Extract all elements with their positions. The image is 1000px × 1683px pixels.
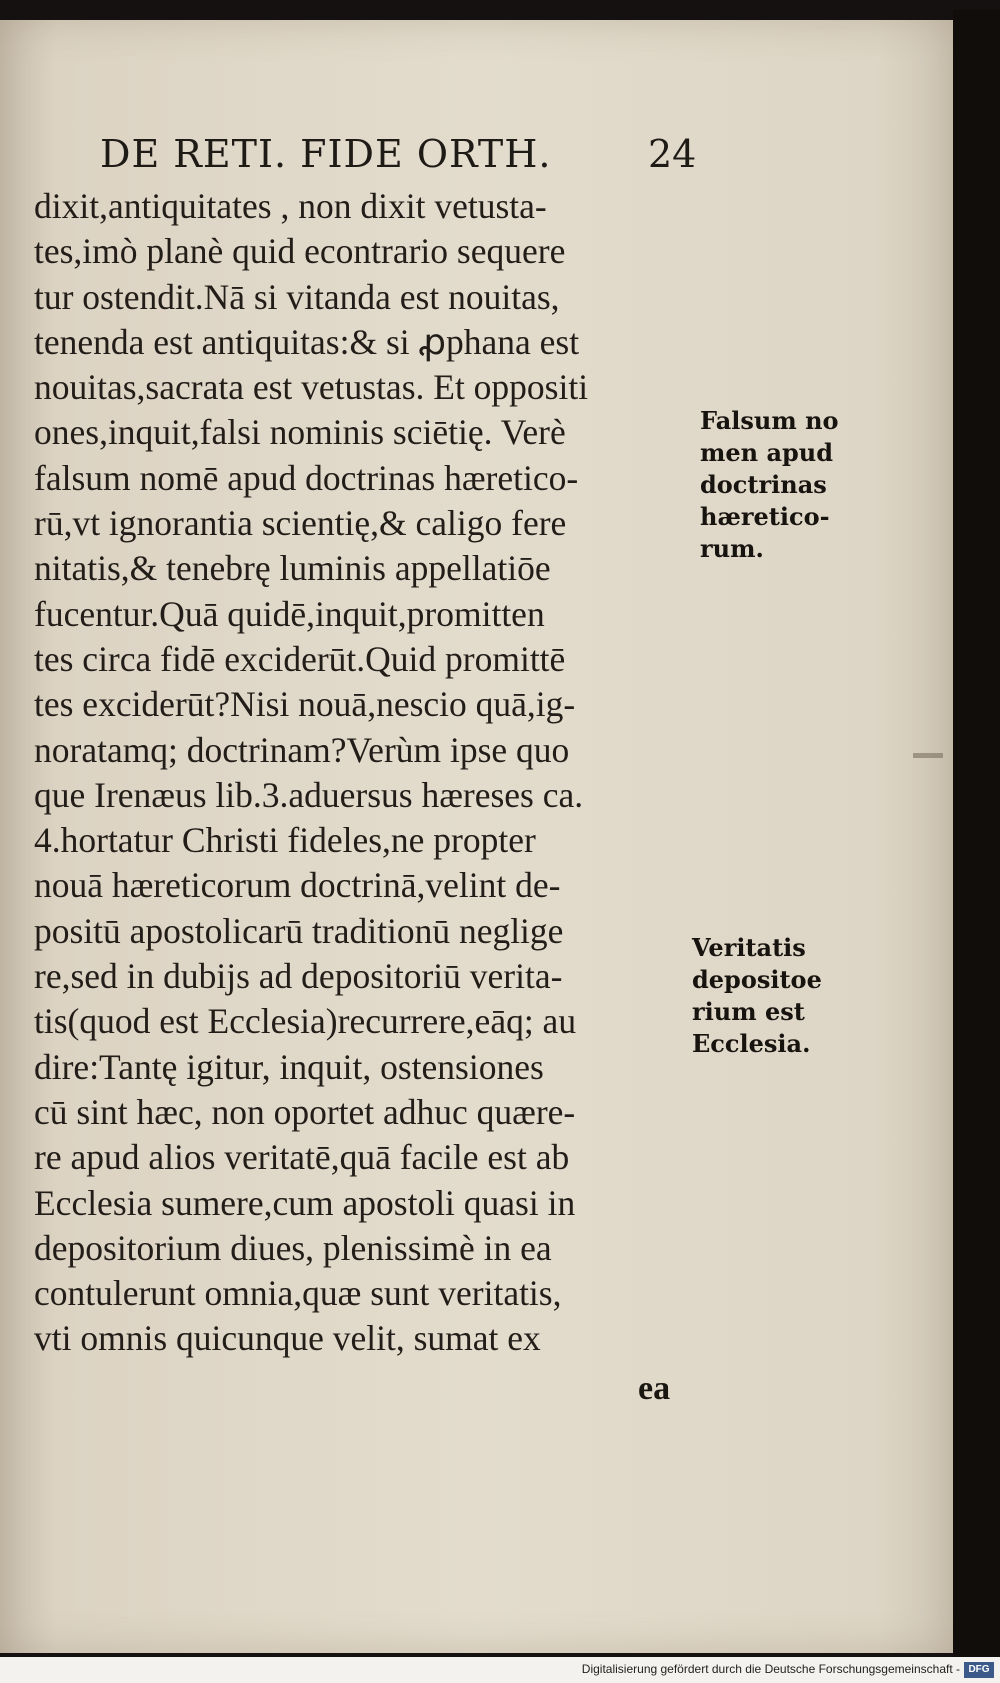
text-line: nouitas,sacrata est vetustas. Et oppositi xyxy=(34,367,589,408)
marginal-note-line: doctrinas xyxy=(700,470,827,499)
marginal-note-line: depositoe xyxy=(692,965,822,994)
text-line: cū sint hæc, non oportet adhuc quære- xyxy=(34,1091,576,1132)
text-line: Ecclesia sumere,cum apostoli quasi in xyxy=(34,1182,576,1223)
marginal-note-line: Ecclesia. xyxy=(692,1029,811,1058)
dfg-logo-icon: DFG xyxy=(964,1662,994,1678)
page-stain xyxy=(913,753,943,758)
marginal-note-line: Veritatis xyxy=(692,933,806,962)
marginal-note-line: rum. xyxy=(700,534,764,563)
catchword: ea xyxy=(638,1370,671,1407)
scan-edge xyxy=(953,10,1000,1660)
text-line: tis(quod est Ecclesia)recurrere,eāq; au xyxy=(34,1001,577,1042)
marginal-note-line: Falsum no xyxy=(700,406,839,435)
text-line: dire:Tantę igitur, inquit, ostensiones xyxy=(34,1046,544,1087)
funding-notice: Digitalisierung gefördert durch die Deutsche Forschungsgemeinschaft - xyxy=(581,1662,960,1676)
marginal-note-veritatis xyxy=(692,932,822,1060)
text-line: falsum nomē apud doctrinas hæretico- xyxy=(34,457,579,498)
text-line: re apud alios veritatē,quā facile est ab xyxy=(34,1137,570,1178)
text-line: dixit,antiquitates , non dixit vetusta- xyxy=(34,186,547,226)
text-line: tes exciderūt?Nisi nouā,nescio quā,ig- xyxy=(34,684,576,725)
text-line: ones,inquit,falsi nominis sciētię. Verè xyxy=(34,412,566,453)
text-line: tur ostendit.Nā si vitanda est nouitas, xyxy=(34,276,560,317)
running-header: DE RETI. FIDE ORTH. xyxy=(100,132,552,176)
marginal-note-falsum-nomen xyxy=(700,405,839,565)
text-line: contulerunt omnia,quæ sunt veritatis, xyxy=(34,1273,562,1314)
text-line: vti omnis quicunque velit, sumat ex xyxy=(34,1318,541,1359)
text-line: positū apostolicarū traditionū neglige xyxy=(34,910,564,951)
text-line: noratamq; doctrinam?Verùm ipse quo xyxy=(34,729,570,770)
text-line: nouā hæreticorum doctrinā,velint de- xyxy=(34,865,561,906)
text-line: tes circa fidē exciderūt.Quid promittē xyxy=(34,638,566,679)
text-line: fucentur.Quā quidē,inquit,promitten xyxy=(34,593,545,634)
text-line: rū,vt ignorantia scientię,& caligo fere xyxy=(34,503,567,544)
marginal-note-line: rium est xyxy=(692,997,805,1026)
text-line: tes,imò planè quid econtrario sequere xyxy=(34,231,566,272)
digitization-footer xyxy=(0,1657,1000,1683)
text-line: 4.hortatur Christi fideles,ne propter xyxy=(34,820,536,861)
text-line: tenenda est antiquitas:& si ꝓphana est xyxy=(34,321,580,362)
body-text xyxy=(34,184,704,1362)
marginal-note-line: hæretico- xyxy=(700,502,830,531)
text-line: que Irenæus lib.3.aduersus hæreses ca. xyxy=(34,774,584,815)
text-line: re,sed in dubijs ad depositoriū verita- xyxy=(34,956,563,997)
text-line: nitatis,& tenebrę luminis appellatiōe xyxy=(34,548,551,589)
marginal-note-line: men apud xyxy=(700,438,834,467)
text-line: depositorium diues, plenissimè in ea xyxy=(34,1227,552,1268)
page-number: 24 xyxy=(648,132,697,176)
book-page xyxy=(0,20,953,1653)
